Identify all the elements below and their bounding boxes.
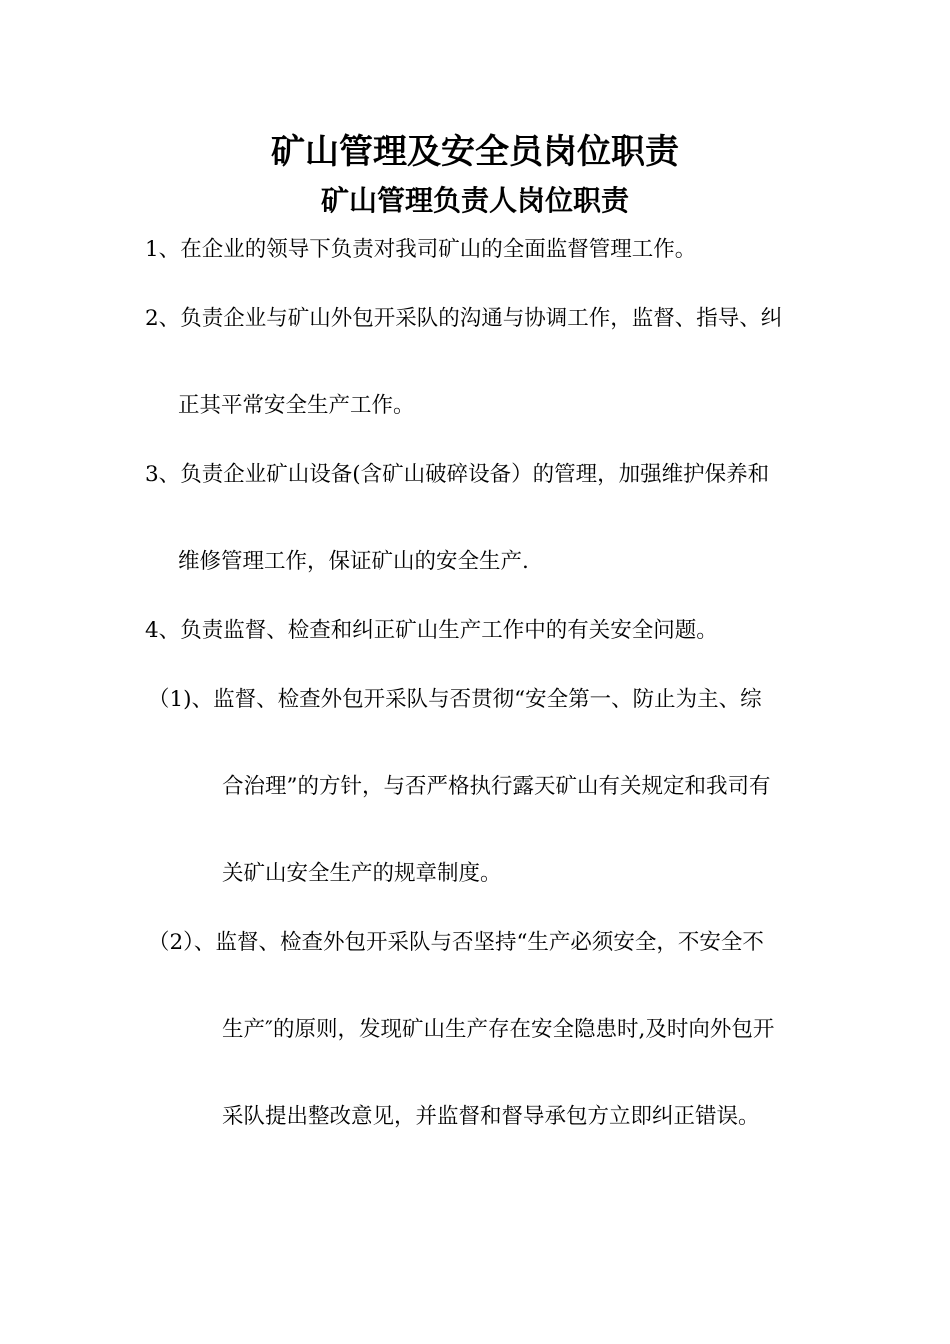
subitem-1-line-1: 监督、检查外包开采队与否贯彻“安全第一、防止为主、综: [213, 687, 762, 712]
subitem-2-line-1: 监督、检查外包开采队与否坚持“生产必须安全，不安全不: [215, 930, 764, 955]
item-1-line-1: 在企业的领导下负责对我司矿山的全面监督管理工作。: [180, 237, 697, 262]
item-4-line-1: 负责监督、检查和纠正矿山生产工作中的有关安全问题。: [180, 618, 718, 643]
item-3-number: 3、: [145, 462, 181, 487]
item-4-number: 4、: [145, 618, 181, 643]
subitem-1: [148, 684, 762, 716]
document-title: 矿山管理及安全员岗位职责: [271, 132, 679, 172]
subitem-1-number: （1)、: [148, 687, 214, 712]
item-3: [145, 459, 769, 491]
subitem-2-line-2: 生产″的原则，发现矿山生产存在安全隐患时,及时向外包开: [222, 1017, 775, 1042]
subitem-2-line-3: 采队提出整改意见，并监督和督导承包方立即纠正错误。: [222, 1104, 760, 1129]
item-2-number: 2、: [145, 306, 181, 331]
item-3-line-2: 维修管理工作，保证矿山的安全生产.: [178, 549, 529, 574]
document-subtitle: 矿山管理负责人岗位职责: [320, 184, 629, 217]
item-2: [145, 303, 782, 335]
subitem-2: [148, 927, 764, 959]
item-4: [145, 615, 718, 647]
item-2-line-1: 负责企业与矿山外包开采队的沟通与协调工作，监督、指导、纠: [180, 306, 783, 331]
item-2-line-2: 正其平常安全生产工作。: [178, 393, 415, 418]
subitem-2-number: （2）、: [148, 930, 216, 955]
subitem-1-line-2: 合治理”的方针，与否严格执行露天矿山有关规定和我司有: [222, 774, 771, 799]
subitem-1-line-3: 关矿山安全生产的规章制度。: [222, 861, 502, 886]
item-1-number: 1、: [145, 237, 181, 262]
item-3-line-1: 负责企业矿山设备(含矿山破碎设备）的管理，加强维护保养和: [180, 462, 770, 487]
item-1: [145, 234, 696, 266]
